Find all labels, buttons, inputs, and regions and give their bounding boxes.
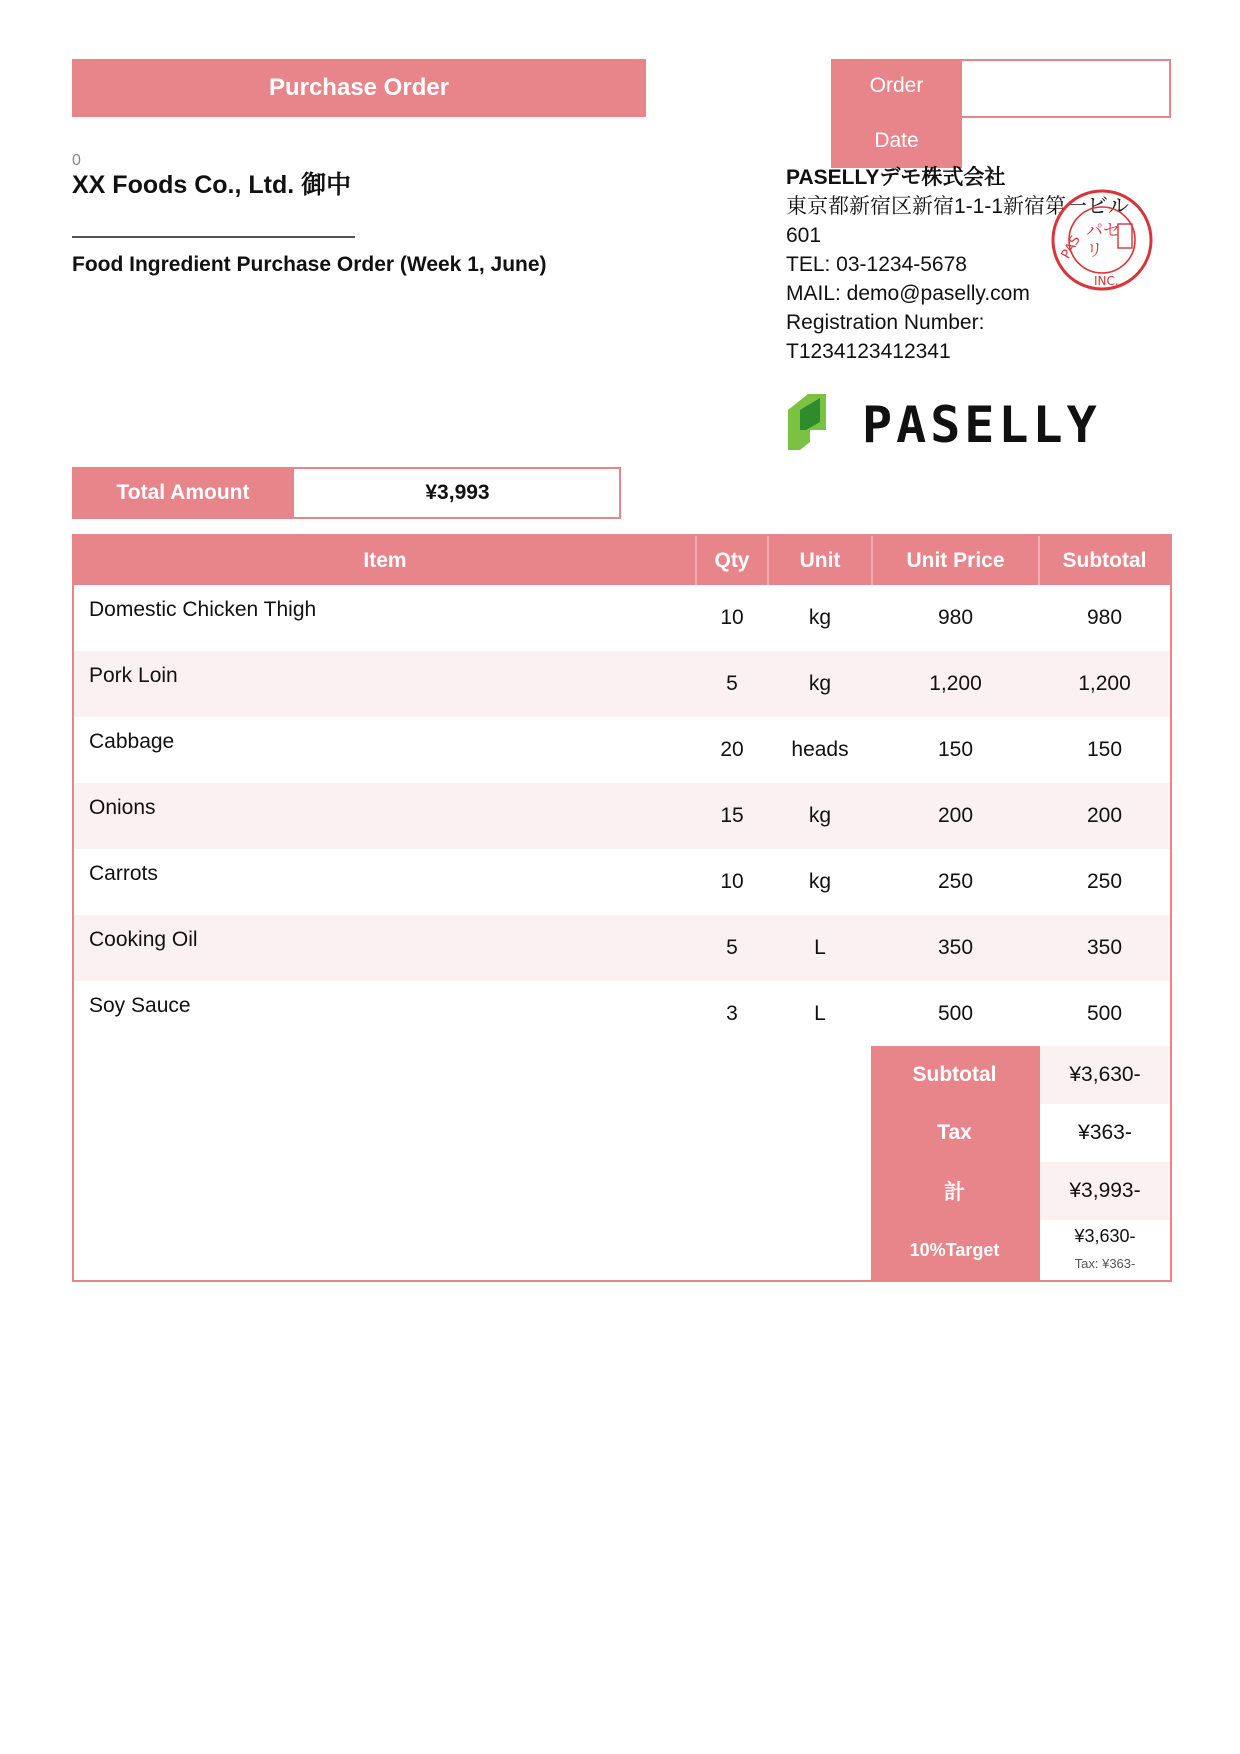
company-name: PASELLYデモ株式会社	[786, 166, 1006, 189]
cell-subtotal: 250	[1086, 870, 1123, 893]
company-seal-stamp	[1050, 188, 1154, 292]
cell-subtotal: 150	[1086, 738, 1123, 761]
paselly-logo	[786, 390, 1126, 452]
cell-subtotal: 500	[1086, 1002, 1123, 1025]
header-divider	[767, 536, 769, 585]
company-registration-label: Registration Number:	[786, 311, 985, 334]
cell-qty: 5	[726, 936, 738, 959]
tax-target-value: ¥3,630-	[1074, 1226, 1136, 1246]
document-title: Purchase Order	[72, 59, 646, 117]
header-divider	[871, 536, 873, 585]
svg-text:PAS: PAS	[1058, 233, 1084, 262]
cell-unit-price: 980	[937, 606, 974, 629]
customer-number: 0	[72, 152, 81, 169]
cell-qty: 10	[720, 606, 744, 629]
company-mail: MAIL: demo@paselly.com	[786, 282, 1030, 305]
cell-item: Domestic Chicken Thigh	[89, 598, 317, 621]
cell-qty: 10	[720, 870, 744, 893]
cell-unit-price: 500	[937, 1002, 974, 1025]
header-divider	[695, 536, 697, 585]
header-divider	[1038, 536, 1040, 585]
cell-item: Cooking Oil	[89, 928, 198, 951]
header-item: Item	[363, 548, 407, 572]
cell-qty: 3	[726, 1002, 738, 1025]
cell-unit: heads	[791, 738, 849, 761]
tax-target-cell	[1040, 1220, 1170, 1280]
cell-unit-price: 350	[937, 936, 974, 959]
cell-qty: 15	[720, 804, 744, 827]
cell-unit: kg	[808, 870, 832, 893]
tax-target-tax: Tax: ¥363-	[1074, 1256, 1136, 1271]
cell-subtotal: 1,200	[1078, 672, 1131, 695]
cell-unit-price: 250	[937, 870, 974, 893]
cell-unit-price: 1,200	[929, 672, 982, 695]
cell-qty: 5	[726, 672, 738, 695]
cell-unit: kg	[808, 672, 832, 695]
company-address: 東京都新宿区新宿1-1-1新宿第一ビル	[786, 195, 1130, 218]
svg-text:パセ: パセ	[1086, 221, 1120, 241]
cell-qty: 20	[720, 738, 744, 761]
company-registration-number: T1234123412341	[786, 340, 951, 363]
header-unit: Unit	[799, 548, 841, 572]
svg-text:INC.: INC.	[1094, 274, 1119, 288]
cell-unit: L	[814, 1002, 826, 1025]
svg-text:リ: リ	[1086, 241, 1103, 261]
grand-total-value: ¥3,993-	[1040, 1162, 1170, 1220]
cell-unit: kg	[808, 804, 832, 827]
tax-label: Tax	[937, 1121, 972, 1144]
date-label: Date	[831, 113, 962, 168]
grand-total-label: 計	[944, 1181, 965, 1204]
customer-name: XX Foods Co., Ltd. 御中	[72, 171, 352, 199]
subtotal-value: ¥3,630-	[1040, 1046, 1170, 1104]
cell-subtotal: 350	[1086, 936, 1123, 959]
header-subtotal: Subtotal	[1062, 548, 1147, 572]
cell-unit-price: 200	[937, 804, 974, 827]
cell-subtotal: 980	[1086, 606, 1123, 629]
cell-unit: L	[814, 936, 826, 959]
tax-value: ¥363-	[1040, 1104, 1170, 1162]
cell-item: Onions	[89, 796, 156, 819]
header-qty: Qty	[714, 548, 750, 572]
cell-item: Cabbage	[89, 730, 175, 753]
order-subject: Food Ingredient Purchase Order (Week 1, June)	[72, 253, 547, 276]
header-unit-price: Unit Price	[906, 548, 1005, 572]
cell-unit: kg	[808, 606, 832, 629]
tax-target-label: 10%Target	[909, 1239, 1000, 1260]
subtotal-label: Subtotal	[912, 1063, 997, 1086]
cell-item: Carrots	[89, 862, 158, 885]
cell-item: Soy Sauce	[89, 994, 191, 1017]
company-tel: TEL: 03-1234-5678	[786, 253, 967, 276]
total-amount-label: Total Amount	[72, 467, 294, 519]
cell-subtotal: 200	[1086, 804, 1123, 827]
company-address-2: 601	[786, 224, 822, 247]
svg-text:PASELLY: PASELLY	[862, 396, 1101, 452]
customer-underline	[72, 236, 355, 238]
cell-item: Pork Loin	[89, 664, 178, 687]
cell-unit-price: 150	[937, 738, 974, 761]
total-amount-value: ¥3,993	[425, 481, 490, 504]
order-label: Order	[831, 59, 962, 113]
